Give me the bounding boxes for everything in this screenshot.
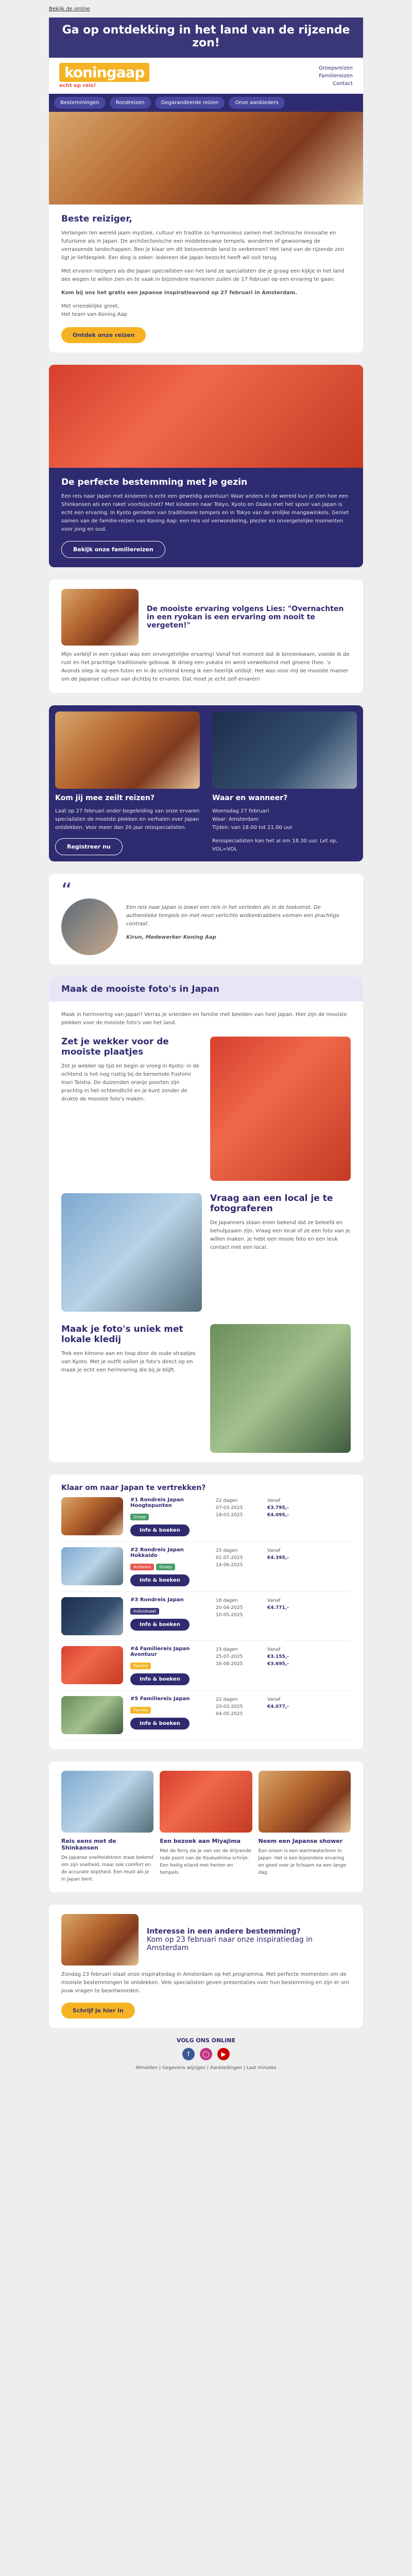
trip-tags bbox=[130, 1561, 211, 1570]
photo-tip-1-heading: Zet je wekker voor de mooiste plaatjes bbox=[61, 1037, 169, 1057]
logo[interactable] bbox=[59, 63, 149, 89]
footer-links[interactable]: Afmelden | Gegevens wijzigen | Aanbiedingen | Last minutes bbox=[135, 2065, 277, 2071]
kimono-image bbox=[210, 1324, 351, 1453]
castle-image bbox=[61, 1193, 202, 1312]
event-right-text: Woensdag 27 februari Waar: Amsterdam Tijden: van 18.00 tot 21.00 uur bbox=[212, 808, 293, 831]
trip-dates: 15 dagen 01-07-2025 14-06-2025 bbox=[216, 1548, 243, 1568]
intro-paragraph-3: Kom bij ons het gratis een Japanse inspiratieavond op 27 februari in Amsterdam. bbox=[61, 290, 298, 296]
lies-text: Mijn verblijf in een ryokan was een onvergetelijke ervaring! Vanaf het moment dat ik binnenkwam, voelde ik de rust en het prachtige traditionele gebouw. Ik droeg een yukata en werd verwelkomd met groene thee. 's Avonds sliep ik op een futon en in de ochtend kreeg ik een heerlijk ontbijt. Het was voor mij de mooiste manier om de Japanse cultuur van dichtbij te ervaren. Dat moet je echt zelf ervaren! bbox=[61, 652, 350, 682]
link-familiereizen[interactable]: Familiereizen bbox=[319, 73, 353, 79]
youtube-icon[interactable]: ▶ bbox=[217, 2048, 230, 2060]
header-title: Ga op ontdekking in het land van de rijzende zon! bbox=[62, 24, 350, 49]
trip-row bbox=[61, 1492, 351, 1542]
trip-price-block bbox=[267, 1497, 308, 1519]
tip-1-heading: Reis eens met de Shinkansen bbox=[61, 1838, 116, 1851]
trip-price: €3.155,- €3.695,- bbox=[267, 1654, 289, 1667]
trip-dates: 22 dagen 07-03-2025 18-03-2025 bbox=[216, 1498, 243, 1518]
tip-2-heading: Een bezoek aan Miyajima bbox=[160, 1838, 241, 1844]
trip-thumbnail bbox=[61, 1547, 123, 1585]
intro-signoff: Met vriendelijke groet, Het team van Koning Aap bbox=[61, 303, 127, 317]
trip-info-button[interactable]: Info & boeken bbox=[130, 1619, 190, 1631]
trip-info-button[interactable]: Info & boeken bbox=[130, 1673, 190, 1685]
trip-title[interactable]: #5 Familiereis Japan bbox=[130, 1696, 190, 1702]
family-torii-image bbox=[49, 365, 363, 468]
trip-price-label: Vanaf bbox=[267, 1498, 281, 1503]
link-groepsreizen[interactable]: Groepsreizen bbox=[318, 65, 353, 71]
trip-price-label: Vanaf bbox=[267, 1697, 281, 1702]
family-heading: De perfecte bestemming met je gezin bbox=[61, 477, 248, 487]
header-links bbox=[319, 64, 353, 88]
author-avatar bbox=[61, 899, 118, 955]
tip-shinkansen bbox=[61, 1771, 153, 1883]
nav-gegarandeerde-reizen[interactable]: Gegarandeerde reizen bbox=[155, 97, 225, 109]
trip-info-button[interactable]: Info & boeken bbox=[130, 1718, 190, 1730]
view-online-link[interactable]: Bekijk de online bbox=[49, 6, 90, 12]
tip-onsen bbox=[259, 1771, 351, 1883]
trip-tag: Groep bbox=[156, 1564, 175, 1570]
shinkansen-image bbox=[61, 1771, 153, 1833]
trip-price-label: Vanaf bbox=[267, 1647, 281, 1652]
event-card bbox=[49, 705, 363, 861]
trip-dates: 15 dagen 25-07-2025 16-08-2025 bbox=[216, 1647, 243, 1667]
trip-tags bbox=[130, 1511, 211, 1520]
trip-row bbox=[61, 1542, 351, 1592]
trip-row bbox=[61, 1641, 351, 1691]
family-text: Een reis naar Japan met kinderen is echt een geweldig avontuur! Waar anders in de wereld kun je zien hoe een Shinkansen als een raket voorbijschiet? Met kinderen naar Tokyo, Kyoto en Osaka met het spoor van Japan is echt een ervaring. In Kyoto genieten van traditionele tempels en in Tokyo van de vrolijke mangawinkels. Geniet samen van de familie-reizen van Koning Aap: een reis vol verwondering, plezier en onvergetelijke momenten voor jong en oud. bbox=[61, 494, 349, 532]
photos-intro: Maak in herinnering van Japan? Verras je vrienden en familie met beelden van heel Japan. Hier zijn de mooiste plekken voor de mooiste foto's van het land. bbox=[61, 1012, 347, 1026]
trip-price-label: Vanaf bbox=[267, 1548, 281, 1553]
lies-heading: De mooiste ervaring volgens Lies: "Overnachten in een ryokan is een ervaring om nooit te vergeten!" bbox=[147, 605, 344, 630]
trip-title[interactable]: #2 Rondreis Japan Hokkaido bbox=[130, 1547, 184, 1558]
trip-title[interactable]: #3 Rondreis Japan bbox=[130, 1597, 184, 1603]
trip-tag: Individueel bbox=[130, 1608, 159, 1615]
trip-tags bbox=[130, 1659, 211, 1669]
logo-tagline: echt op reis! bbox=[59, 83, 149, 89]
photo-tip-3-heading: Maak je foto's uniek met lokale kledij bbox=[61, 1324, 183, 1345]
trip-dates: 22 dagen 20-03-2025 04-05-2025 bbox=[216, 1697, 243, 1717]
trip-price: €4.077,- bbox=[267, 1704, 289, 1709]
trip-thumbnail bbox=[61, 1497, 123, 1535]
onsen-image bbox=[259, 1771, 351, 1833]
trip-list bbox=[61, 1492, 351, 1740]
trip-tag: Actiereis bbox=[130, 1564, 154, 1570]
trip-title[interactable]: #1 Rondreis Japan Hoogtepunten bbox=[130, 1497, 184, 1509]
header-banner bbox=[49, 18, 363, 58]
signup-button[interactable]: Schrijf je hier in bbox=[61, 2003, 135, 2019]
quote-author: Kirun, Medewerker Koning Aap bbox=[126, 935, 216, 940]
trip-dates: 18 dagen 20-04-2025 10-05-2025 bbox=[216, 1598, 243, 1618]
follow-label: VOLG ONS ONLINE bbox=[176, 2037, 236, 2044]
event-image-right bbox=[212, 711, 357, 789]
quote-mark-icon: “ bbox=[61, 879, 72, 903]
family-trips-button[interactable]: Bekijk onze familiereizen bbox=[61, 541, 165, 558]
interest-text: Zondag 23 februari staat onze inspiratiedag in Amsterdam op het programma. Met perfecte momenten om de mooiste bestemmingen te ontdekken. Vele specialisten geven presentaties over hun bestemming en zijn er om jouw vragen te beantwoorden. bbox=[61, 1972, 349, 1994]
trip-tag: Groep bbox=[130, 1514, 149, 1520]
intro-paragraph-2: Met ervaren reizigers als die Japan specialisten van het land ze specialisten die je graag een kijkje in het land des wegen te willen zien en te vaak in bijzondere manieren zullen de 17 februari op een ervaring te gaan. bbox=[61, 268, 345, 282]
trip-row bbox=[61, 1592, 351, 1641]
register-button[interactable]: Registreer nu bbox=[55, 838, 123, 855]
photo-tip-2-text: De Japanners staan erom bekend dat ze beleefd en behulpzaam zijn. Vraag een local of ze een foto van je willen maken. Je hebt een mooie foto en een leuk contact met een local. bbox=[210, 1220, 350, 1250]
ryokan-image bbox=[61, 589, 139, 646]
trip-thumbnail bbox=[61, 1597, 123, 1635]
trips-card bbox=[49, 1475, 363, 1749]
family-card bbox=[49, 365, 363, 567]
miyajima-image bbox=[160, 1771, 252, 1833]
trip-tag: Familie bbox=[130, 1707, 151, 1714]
torii-gates-image bbox=[210, 1037, 351, 1181]
trip-price: €3.795,- €4.095,- bbox=[267, 1505, 289, 1518]
interest-subheading: Kom op 23 februari naar onze inspiratiedag in Amsterdam bbox=[147, 1936, 313, 1952]
logo-row bbox=[49, 58, 363, 94]
hero-image-temple bbox=[49, 112, 363, 205]
nav-bestemmingen[interactable]: Bestemmingen bbox=[54, 97, 106, 109]
link-contact[interactable]: Contact bbox=[333, 80, 353, 87]
trip-price-block bbox=[267, 1696, 308, 1710]
instagram-icon[interactable]: ◯ bbox=[200, 2048, 212, 2060]
quote-card bbox=[49, 874, 363, 964]
intro-paragraph-1: Verlangen ten wereld jaam mystiek, cultuur en traditie zo harmonieus samen met technische innovatie en futurisme als in Japan. De architectonische een middeleeuwse tempels, wonderen of gewoonweg de verrassende landschappen. Ben je klaar om dit betoverende land te verkennen? Het land van de rijzende zon ligt je liefdesplek. Een ding is zeker: iedereen die Japan bezocht heeft wil ooit terug. bbox=[61, 230, 344, 261]
trip-thumbnail bbox=[61, 1646, 123, 1684]
tips-card bbox=[49, 1761, 363, 1892]
tip-3-text: Een onsen is een warmwaterbron in Japan. Het is een bijzondere ervaring en goed voor je lichaam na een lange dag. bbox=[258, 1849, 346, 1875]
tip-3-heading: Neem een Japanse shower bbox=[258, 1838, 343, 1844]
event-image-left bbox=[55, 711, 200, 789]
intro-card bbox=[49, 112, 363, 352]
trips-heading: Klaar om naar Japan te vertrekken? bbox=[61, 1484, 206, 1492]
main-nav bbox=[49, 94, 363, 112]
photos-card bbox=[49, 977, 363, 1462]
interest-heading: Interesse in een andere bestemming? bbox=[147, 1927, 301, 1936]
lies-card bbox=[49, 580, 363, 693]
trip-info-button[interactable]: Info & boeken bbox=[130, 1524, 190, 1536]
trip-price: €4.771,- bbox=[267, 1605, 289, 1611]
tip-miyajima bbox=[160, 1771, 252, 1883]
logo-text: koningaap bbox=[59, 63, 149, 82]
nav-rondreizen[interactable]: Rondreizen bbox=[110, 97, 151, 109]
footer bbox=[49, 2028, 363, 2080]
trip-title[interactable]: #4 Familiereis Japan Avontuur bbox=[130, 1646, 190, 1657]
interest-card bbox=[49, 1905, 363, 2028]
photo-tip-3-text: Trek een kimono aan en loop door de oude straatjes van Kyoto. Met je outfit vallen je foto's direct op en maak je echt een herinnering die bij je blijft. bbox=[61, 1351, 196, 1373]
trip-row bbox=[61, 1691, 351, 1740]
trip-price-label: Vanaf bbox=[267, 1598, 281, 1603]
trip-thumbnail bbox=[61, 1696, 123, 1734]
trip-price-block bbox=[267, 1646, 308, 1668]
event-right-heading: Waar en wanneer? bbox=[212, 794, 288, 802]
tip-2-text: Met de ferry zie je van ver de drijvende rode poort van de Itsukushima schrijn. Een heilig eiland met herten en tempels. bbox=[160, 1849, 251, 1875]
intro-heading: Beste reiziger, bbox=[61, 214, 132, 224]
trip-price: €4.395,- bbox=[267, 1555, 289, 1561]
trip-tags bbox=[130, 1605, 211, 1615]
social-links bbox=[49, 2048, 363, 2060]
event-left-heading: Kom jij mee zeilt reizen? bbox=[55, 794, 155, 802]
discover-trips-button[interactable]: Ontdek onze reizen bbox=[61, 327, 146, 343]
photo-tip-1-text: Zet je wekker op tijd en begin al vroeg in Kyoto: in de ochtend is het nog rustig bij de beroemde Fushimi Inari Taisha. De duizenden oranje poorten zijn prachtig in het ochtendlicht en je kunt zonder de drukte de mooiste foto's maken. bbox=[61, 1063, 199, 1102]
nav-onze-aanbieders[interactable]: Onze aanbieders bbox=[229, 97, 284, 109]
photo-tip-2-heading: Vraag aan een local je te fotograferen bbox=[210, 1193, 333, 1214]
tip-1-text: De Japanse snelheidstrein staat bekend om zijn snelheid, maar ook comfort en de accurate stiptheid. Een must als je in Japan bent. bbox=[61, 1855, 153, 1882]
trip-price-block bbox=[267, 1547, 308, 1562]
trip-tags bbox=[130, 1704, 211, 1714]
event-left-text: Laat op 27 februari onder begeleiding van onze ervaren specialisten de mooiste plekken en verhalen over Japan ontdekken. Voor meer dan 20 jaar reisspecialisten. bbox=[55, 808, 200, 831]
facebook-icon[interactable]: f bbox=[182, 2048, 195, 2060]
event-right-text-2: Reisspecialisten kan het al om 18.30 uur. Let op, VOL=VOL bbox=[212, 838, 338, 852]
trip-tag: Familie bbox=[130, 1663, 151, 1669]
inspiration-day-image bbox=[61, 1914, 139, 1965]
trip-info-button[interactable]: Info & boeken bbox=[130, 1574, 190, 1586]
quote-text: Een reis naar Japan is zowel een reis in het verleden als in de toekomst. De authentieke tempels en met neon verlichte wolkenkrabbers vormen een prachtige contrast. bbox=[126, 905, 340, 927]
trip-price-block bbox=[267, 1597, 308, 1612]
photos-heading: Maak de mooiste foto's in Japan bbox=[61, 984, 219, 994]
